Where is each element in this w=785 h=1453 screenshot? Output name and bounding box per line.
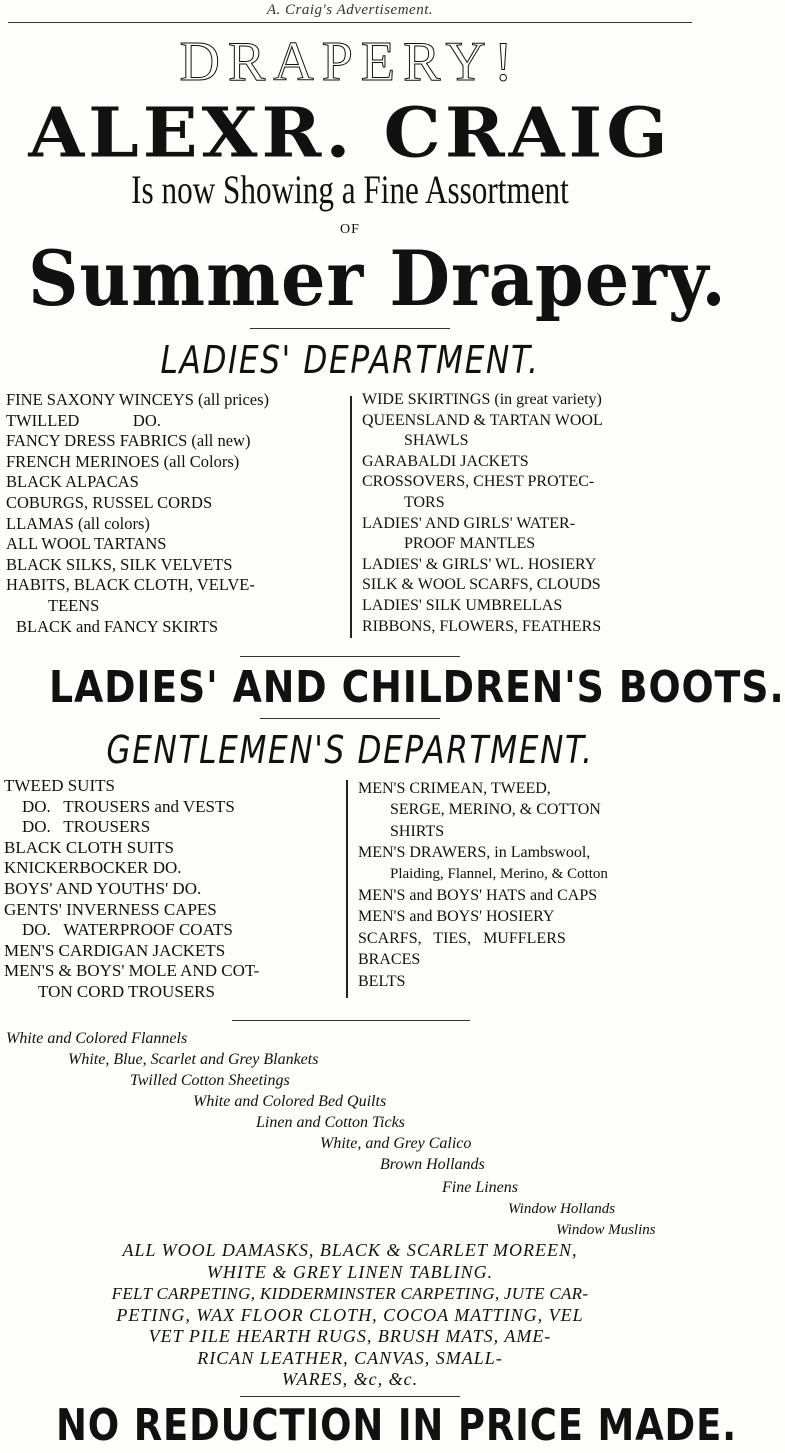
staircase-item: White and Colored Flannels — [6, 1030, 188, 1047]
list-item: FRENCH MERINOES (all Colors) — [6, 451, 240, 471]
list-item: BELTS — [358, 972, 406, 990]
list-item: ALL WOOL TARTANS — [6, 534, 167, 554]
staircase-item: Linen and Cotton Ticks — [256, 1114, 405, 1131]
list-item: FINE SAXONY WINCEYS (all prices) — [6, 390, 270, 409]
headline: DRAPERY! — [179, 31, 521, 93]
list-item: MEN'S and BOYS' HOSIERY — [358, 908, 555, 926]
list-item: SCARFS, TIES, MUFFLERS — [358, 929, 566, 947]
of-word: OF — [340, 222, 360, 237]
list-item: TWEED SUITS — [4, 776, 115, 795]
list-item: FANCY DRESS FABRICS (all new) — [6, 431, 251, 451]
household-line: FELT CARPETING, KIDDERMINSTER CARPETING, JUTE CAR- — [111, 1284, 589, 1303]
list-item: DO. WATERPROOF COATS — [22, 920, 233, 940]
list-item: QUEENSLAND & TARTAN WOOL — [362, 411, 603, 429]
divider-2 — [240, 656, 460, 657]
list-item: TORS — [404, 493, 445, 511]
ladies-department-heading: LADIES' DEPARTMENT. — [160, 338, 540, 382]
gentlemen-left-column — [4, 776, 259, 1003]
list-item: PROOF MANTLES — [404, 535, 536, 553]
list-item: TEENS — [48, 595, 100, 615]
list-item: SHIRTS — [390, 822, 445, 840]
ladies-column-divider — [350, 396, 352, 638]
list-item: SILK & WOOL SCARFS, CLOUDS — [362, 576, 601, 594]
staircase-item: White, Blue, Scarlet and Grey Blankets — [68, 1051, 319, 1068]
divider-3 — [260, 718, 440, 719]
staircase-item: Brown Hollands — [380, 1156, 485, 1173]
list-item: BRACES — [358, 951, 421, 969]
list-item: TWILLED DO. — [6, 410, 161, 430]
list-item: MEN'S DRAWERS, in Lambswool, — [358, 844, 591, 862]
list-item: MEN'S CARDIGAN JACKETS — [4, 940, 226, 960]
list-item: WIDE SKIRTINGS (in great variety) — [362, 391, 602, 408]
list-item: LADIES' & GIRLS' WL. HOSIERY — [362, 555, 597, 573]
list-item: GARABALDI JACKETS — [362, 452, 529, 470]
household-line: PETING, WAX FLOOR CLOTH, COCOA MATTING, VEL — [116, 1304, 584, 1325]
merchant-name: ALEXR. CRAIG — [28, 92, 672, 173]
list-item: TON CORD TROUSERS — [38, 981, 215, 1001]
list-item: RIBBONS, FLOWERS, FEATHERS — [362, 617, 602, 635]
list-item: DO. TROUSERS and VESTS — [22, 796, 235, 816]
list-item: GENTS' INVERNESS CAPES — [4, 899, 217, 919]
list-item: CROSSOVERS, CHEST PROTEC- — [362, 473, 595, 491]
ladies-right-column — [362, 390, 603, 637]
top-rule — [8, 22, 692, 23]
list-item: MEN'S CRIMEAN, TWEED, — [358, 780, 551, 797]
divider-5 — [240, 1396, 460, 1397]
list-item: MEN'S & BOYS' MOLE AND COT- — [4, 961, 260, 981]
gentlemen-column-divider — [346, 780, 348, 998]
staircase-item: Window Muslins — [556, 1222, 656, 1238]
list-item: SHAWLS — [404, 432, 469, 450]
divider-4 — [232, 1020, 470, 1021]
staircase-item: White, and Grey Calico — [320, 1135, 472, 1152]
household-line: WARES, &c, &c. — [281, 1369, 419, 1389]
gentlemen-department-heading: GENTLEMEN'S DEPARTMENT. — [106, 728, 594, 772]
list-item: LLAMAS (all colors) — [6, 513, 150, 533]
staircase-item: Twilled Cotton Sheetings — [130, 1072, 290, 1089]
household-line: WHITE & GREY LINEN TABLING. — [206, 1261, 494, 1282]
list-item: BLACK and FANCY SKIRTS — [16, 616, 219, 636]
running-head: A. Craig's Advertisement. — [266, 2, 434, 18]
list-item: LADIES' SILK UMBRELLAS — [362, 596, 563, 614]
list-item: BLACK SILKS, SILK VELVETS — [6, 554, 233, 574]
list-item: LADIES' AND GIRLS' WATER- — [362, 514, 576, 532]
household-line: RICAN LEATHER, CANVAS, SMALL- — [197, 1347, 503, 1368]
gentlemen-right-column — [358, 778, 608, 992]
staircase-item: Window Hollands — [508, 1201, 616, 1217]
boots-heading: LADIES' AND CHILDREN'S BOOTS. — [49, 662, 785, 713]
staircase-item: White and Colored Bed Quilts — [193, 1093, 387, 1110]
household-goods-block — [0, 1240, 700, 1391]
list-item: BLACK ALPACAS — [6, 472, 139, 492]
list-item: BLACK CLOTH SUITS — [4, 837, 175, 857]
closing-statement: NO REDUCTION IN PRICE MADE. — [56, 1400, 738, 1451]
tagline: Is now Showing a Fine Assortment — [131, 167, 569, 212]
season-heading: Summer Drapery. — [28, 234, 727, 323]
list-item: BOYS' AND YOUTHS' DO. — [4, 878, 202, 898]
list-item: MEN'S and BOYS' HATS and CAPS — [358, 887, 598, 905]
ladies-left-column — [6, 390, 269, 637]
list-item: DO. TROUSERS — [22, 817, 151, 837]
household-line: ALL WOOL DAMASKS, BLACK & SCARLET MOREEN, — [122, 1240, 578, 1260]
staircase-item: Fine Linens — [442, 1179, 518, 1196]
list-item: Plaiding, Flannel, Merino, & Cotton — [390, 865, 608, 882]
list-item: KNICKERBOCKER DO. — [4, 858, 182, 878]
list-item: SERGE, MERINO, & COTTON — [390, 801, 601, 819]
household-line: VET PILE HEARTH RUGS, BRUSH MATS, AME- — [148, 1326, 552, 1346]
list-item: COBURGS, RUSSEL CORDS — [6, 492, 213, 512]
list-item: HABITS, BLACK CLOTH, VELVE- — [6, 575, 255, 595]
divider-1 — [250, 328, 450, 329]
